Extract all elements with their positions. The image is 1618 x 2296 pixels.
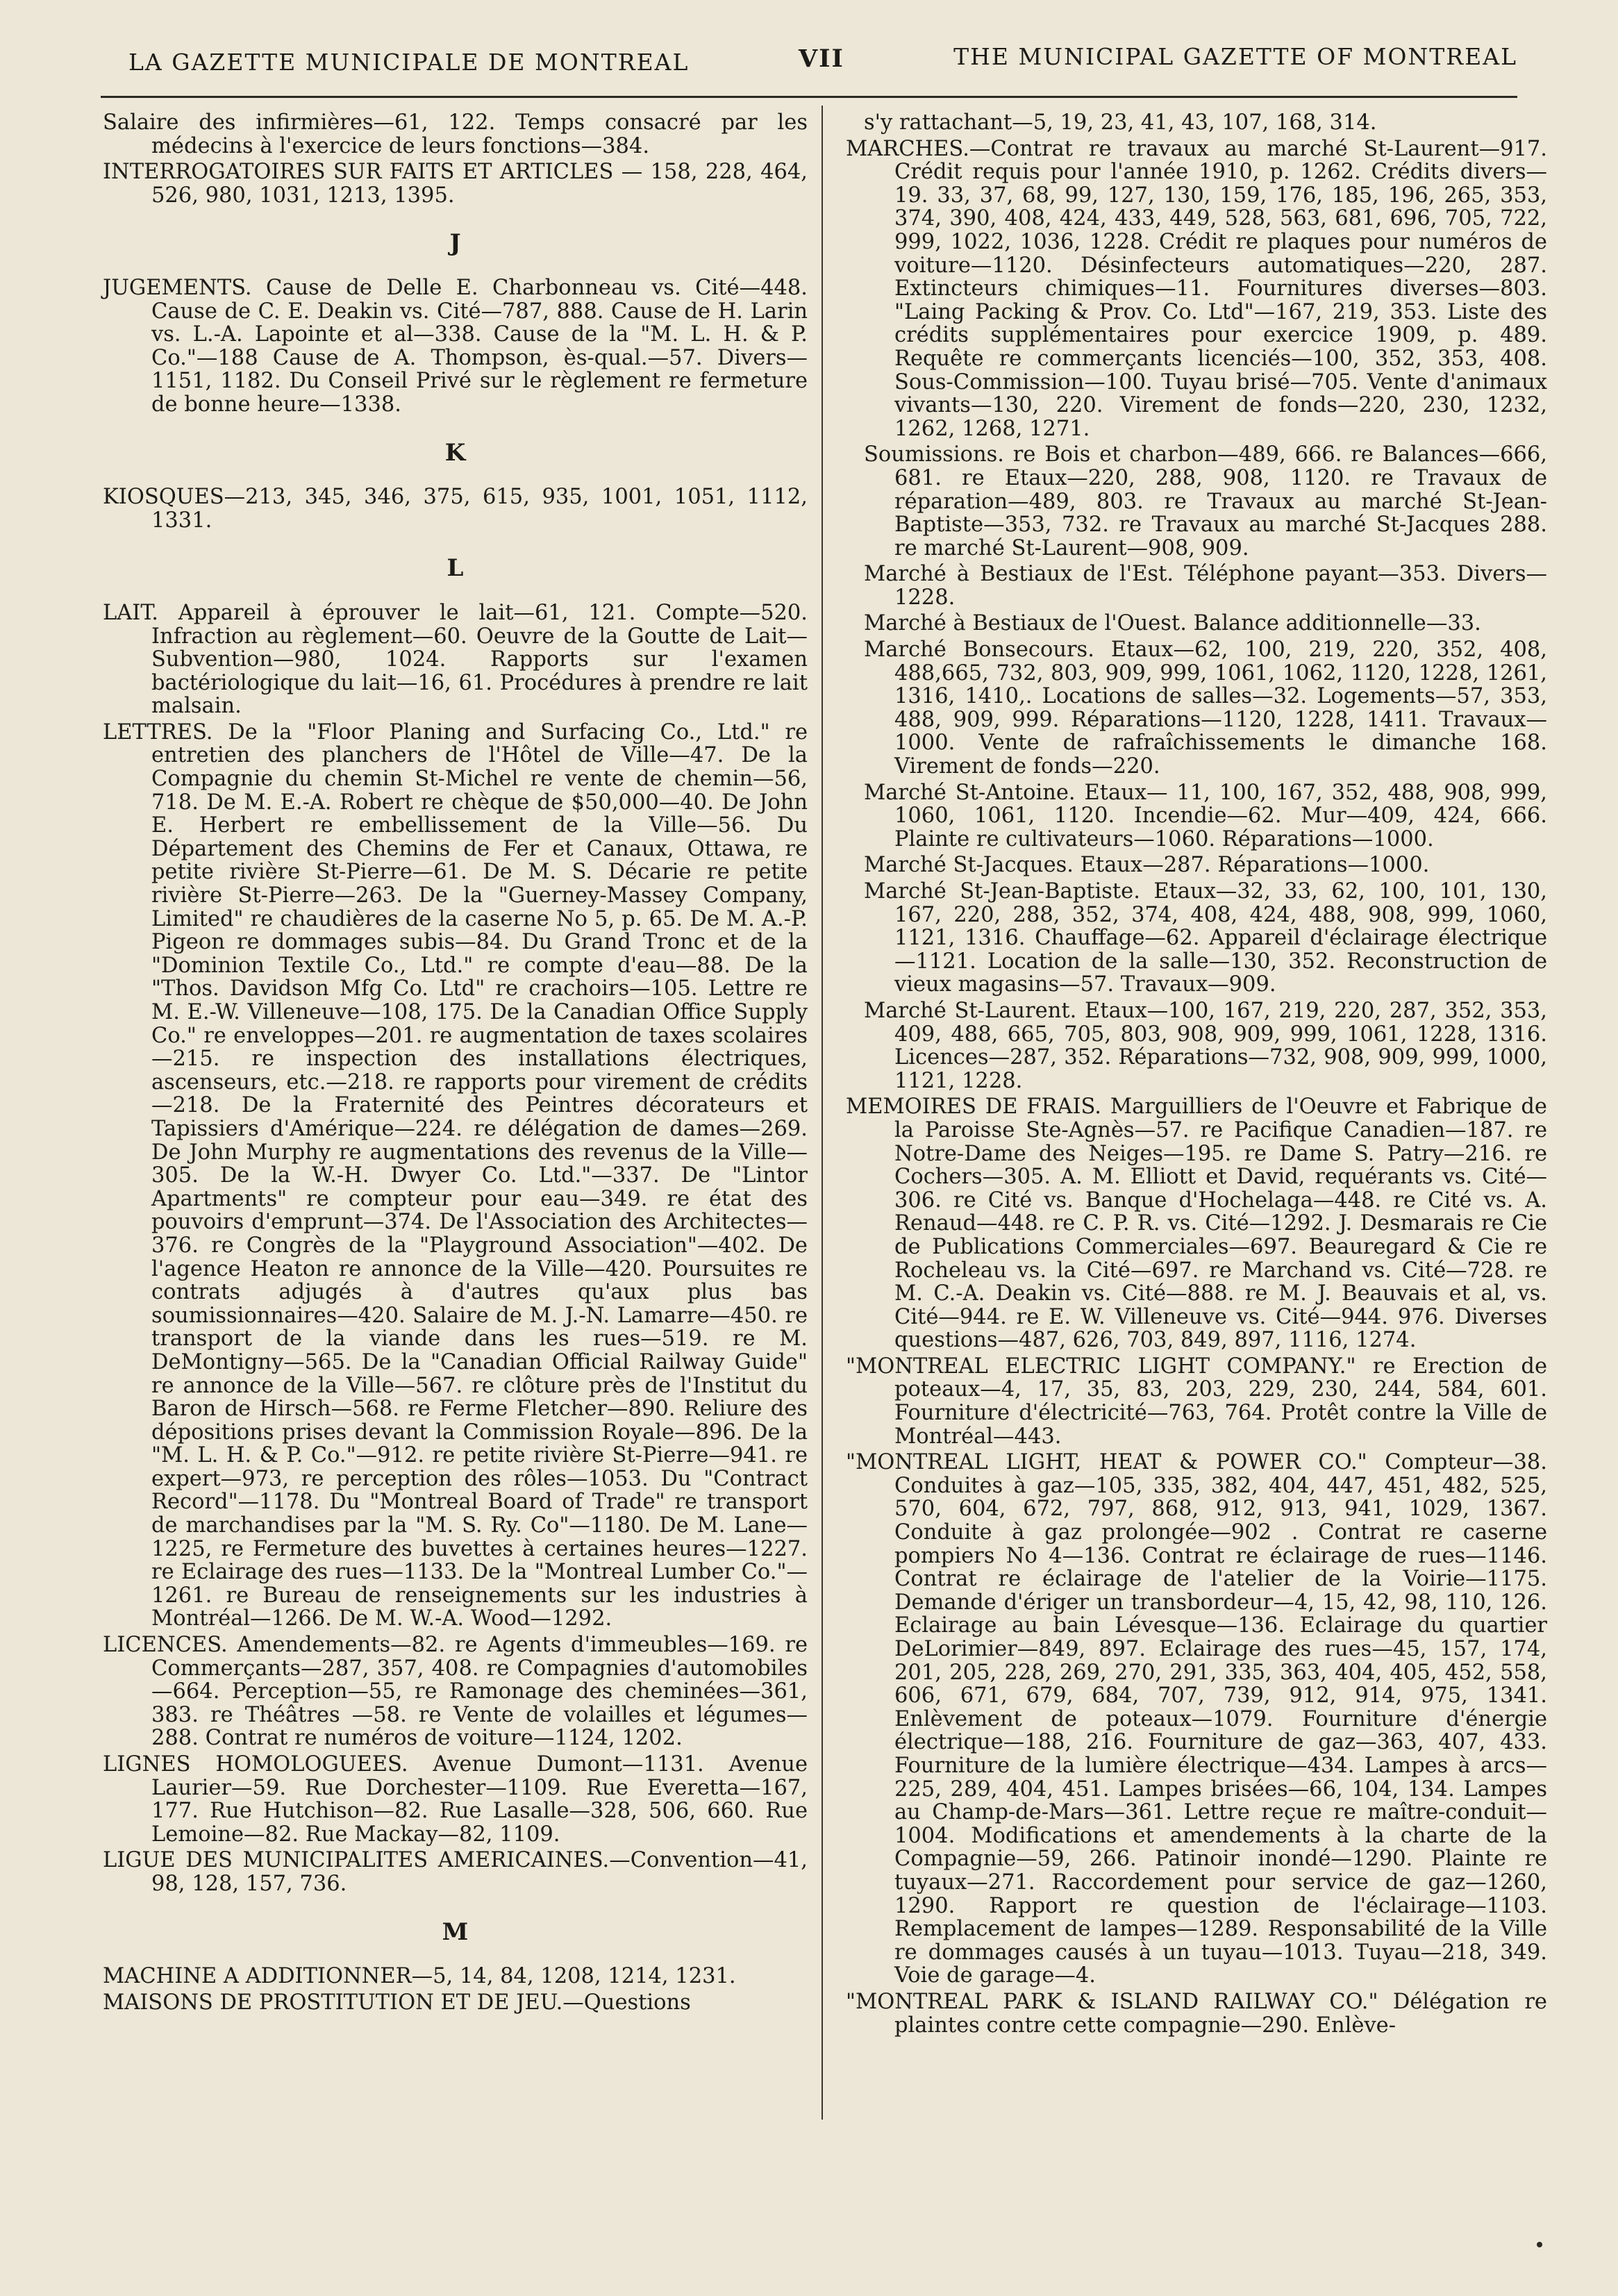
- index-entry: MEMOIRES DE FRAIS. Marguilliers de l'Oeuvre et Fabrique de la Paroisse Ste-Agnès—57. re Pacifique Canadien—187. re Notre-Dame des Neiges—195. re Dame S. Patry—216. re Cochers—305. A. M. Elliott et David, requérants vs. Cité—306. re Cité vs. Banque d'Hochelaga—448. re Cité vs. A. Renaud—448. re C. P. R. vs. Cité—1292. J. Desmarais re Cie de Publications Commerciales—697. Beauregard & Cie re Rocheleau vs. la Cité—697. re Marchand vs. Cité—728. re M. C.-A. Deakin vs. Cité—888. re M. J. Beauvais et al, vs. Cité—944. re E. W. Villeneuve vs. Cité—944. 976. Diverses questions—487, 626, 703, 849, 897, 1116, 1274.: [846, 1095, 1547, 1353]
- right-column: [846, 111, 1547, 2040]
- section-letter: J: [449, 229, 461, 258]
- index-entry: KIOSQUES—213, 345, 346, 375, 615, 935, 1001, 1051, 1112, 1331.: [103, 485, 808, 533]
- page-dot-mark: [1537, 2242, 1542, 2247]
- section-letter: L: [447, 554, 464, 583]
- index-entry: INTERROGATOIRES SUR FAITS ET ARTICLES — 158, 228, 464, 526, 980, 1031, 1213, 1395.: [103, 160, 808, 208]
- index-entry: LETTRES. De la "Floor Planing and Surfacing Co., Ltd." re entretien des planchers de l'Hôtel de Ville—47. De la Compagnie du chemin St-Michel re vente de chemin—56, 718. De M. E.-A. Robert re chèque de $50,000—40. De John E. Herbert re embellissement de la Ville—56. Du Département des Chemins de Fer et Canaux, Ottawa, re petite rivière St-Pierre—61. De M. S. Décarie re petite rivière St-Pierre—263. De la "Guerney-Massey Company, Limited" re chaudières de la caserne No 5, p. 65. De M. A.-P. Pigeon re dommages subis—84. Du Grand Tronc et de la "Dominion Textile Co., Ltd." re compte d'eau—88. De la "Thos. Davidson Mfg Co. Ltd" re crachoirs—105. Lettre re M. E.-W. Villeneuve—108, 175. De la Canadian Office Supply Co." re enveloppes—201. re augmentation de taxes scolaires—215. re inspection des installations électriques, ascenseurs, etc.—218. re rapports pour virement de crédits—218. De la Fraternité des Peintres décorateurs et Tapissiers d'Amérique—224. re délégation de dames—269. De John Murphy re augmentations des revenus de la Ville—305. De la W.-H. Dwyer Co. Ltd."—337. De "Lintor Apartments" re compteur pour eau—349. re état des pouvoirs d'emprunt—374. De l'Association des Architectes—376. re Congrès de la "Playground Association"—402. De l'agence Heaton re annonce de la Ville—420. Poursuites re contrats adjugés à d'autres qu'aux plus bas soumissionnaires—420. Salaire de M. J.-N. Lamarre—450. re transport de la viande dans les rues—519. re M. DeMontigny—565. De la "Canadian Official Railway Guide" re annonce de la Ville—567. re clôture près de l'Institut du Baron de Hirsch—568. re Ferme Fletcher—890. Reliure des dépositions prises devant la Commission Royale—896. De la "M. L. H. & P. Co."—912. re petite rivière St-Pierre—941. re expert—973, re perception des rôles—1053. Du "Contract Record"—1178. Du "Montreal Board of Trade" re transport de marchandises par la "M. S. Ry. Co"—1180. De M. Lane—1225, re Fermeture des buvettes à certaines heures—1227. re Eclairage des rues—1133. De la "Montreal Lumber Co."—1261. re Bureau de renseignements sur les industries à Montréal—1266. De M. W.-A. Wood—1292.: [103, 719, 808, 1631]
- index-entry: "MONTREAL LIGHT, HEAT & POWER CO." Compteur—38. Conduites à gaz—105, 335, 382, 404, 447, 451, 482, 525, 570, 604, 672, 797, 868, 912, 913, 941, 1029, 1367. Conduite à gaz prolongée—902 . Contrat re caserne pompiers No 4—136. Contrat re éclairage de rues—1146. Contrat re éclairage de l'atelier de la Voirie—1175. Demande d'ériger un transbordeur—4, 15, 42, 98, 110, 126. Eclairage au bain Lévesque—136. Eclairage du quartier DeLorimier—849, 897. Eclairage des rues—45, 157, 174, 201, 205, 228, 269, 270, 291, 335, 363, 404, 405, 452, 558, 606, 671, 679, 684, 707, 739, 912, 914, 975, 1341. Enlèvement de poteaux—1079. Fourniture d'énergie électrique—188, 216. Fourniture de gaz—363, 407, 433. Fourniture de la lumière électrique—434. Lampes à arcs—225, 289, 404, 451. Lampes brisées—66, 104, 134. Lampes au Champ-de-Mars—361. Lettre reçue re maître-conduit—1004. Modifications et amendements à la charte de la Compagnie—59, 266. Patinoir inondé—1290. Plainte re tuyaux—271. Raccordement pour service de gaz—1260, 1290. Rapport re question de l'éclairage—1103. Remplacement de lampes—1289. Responsabilité de la Ville re dommages causés à un tuyau—1013. Tuyau—218, 349. Voie de garage—4.: [846, 1450, 1547, 1988]
- index-entry: Marché St-Laurent. Etaux—100, 167, 219, 220, 287, 352, 353, 409, 488, 665, 705, 803, 908, 909, 999, 1061, 1228, 1316. Licences—287, 352. Réparations—732, 908, 909, 999, 1000, 1121, 1228.: [864, 998, 1547, 1093]
- index-entry: Marché Bonsecours. Etaux—62, 100, 219, 220, 352, 408, 488,665, 732, 803, 909, 999, 1061, 1062, 1120, 1228, 1261, 1316, 1410,. Locations de salles—32. Logements—57, 353, 488, 909, 999. Réparations—1120, 1228, 1411. Travaux—1000. Vente de rafraîchissements le dimanche 168. Virement de fonds—220.: [864, 638, 1547, 779]
- index-entry: LIGNES HOMOLOGUEES. Avenue Dumont—1131. Avenue Laurier—59. Rue Dorchester—1109. Rue Everetta—167, 177. Rue Hutchison—82. Rue Lasalle—328, 506, 660. Rue Lemoine—82. Rue Mackay—82, 1109.: [103, 1752, 808, 1847]
- index-entry: s'y rattachant—5, 19, 23, 41, 43, 107, 168, 314.: [864, 110, 1377, 135]
- page-header: [128, 43, 1517, 83]
- index-entry: LIGUE DES MUNICIPALITES AMERICAINES.—Convention—41, 98, 128, 157, 736.: [103, 1848, 808, 1896]
- index-entry: MACHINE A ADDITIONNER—5, 14, 84, 1208, 1214, 1231.: [103, 1964, 736, 1989]
- index-entry: Soumissions. re Bois et charbon—489, 666. re Balances—666, 681. re Etaux—220, 288, 908, 1120. re Travaux de réparation—489, 803. re Travaux au marché St-Jean-Baptiste—353, 732. re Travaux au marché St-Jacques 288. re marché St-Laurent—908, 909.: [864, 442, 1547, 560]
- index-entry: "MONTREAL ELECTRIC LIGHT COMPANY." re Erection de poteaux—4, 17, 35, 83, 203, 229, 230, 244, 584, 601. Fourniture d'électricité—763, 764. Protêt contre la Ville de Montréal—443.: [846, 1354, 1547, 1449]
- section-letter: M: [442, 1918, 469, 1946]
- index-entry: Marché St-Jean-Baptiste. Etaux—32, 33, 62, 100, 101, 130, 167, 220, 288, 352, 374, 408, 424, 488, 908, 999, 1060, 1121, 1316. Chauffage—62. Appareil d'éclairage électrique—1121. Location de la salle—130, 352. Reconstruction de vieux magasins—57. Travaux—909.: [864, 879, 1547, 997]
- index-entry: MAISONS DE PROSTITUTION ET DE JEU.—Questions: [103, 1990, 691, 2015]
- index-entry: Marché à Bestiaux de l'Est. Téléphone payant—353. Divers—1228.: [864, 562, 1547, 610]
- index-entry: MARCHES.—Contrat re travaux au marché St-Laurent—917. Crédit requis pour l'année 1910, p. 1262. Crédits divers—19. 33, 37, 68, 99, 127, 130, 159, 176, 185, 196, 265, 353, 374, 390, 408, 424, 433, 449, 528, 563, 681, 696, 705, 722, 999, 1022, 1036, 1228. Crédit re plaques pour numéros de voiture—1120. Désinfecteurs automatiques—220, 287. Extincteurs chimiques—11. Fournitures diverses—803. "Laing Packing & Prov. Co. Ltd"—167, 219, 353. Liste des crédits supplémentaires pour exercice 1909, p. 489. Requête re commerçants licenciés—100, 352, 353, 408. Sous-Commission—100. Tuyau brisé—705. Vente d'animaux vivants—130, 220. Virement de fonds—220, 230, 1232, 1262, 1268, 1271.: [846, 136, 1547, 441]
- header-right-title: THE MUNICIPAL GAZETTE OF MONTREAL: [953, 43, 1517, 70]
- section-letter: K: [444, 438, 466, 467]
- index-entry: Marché à Bestiaux de l'Ouest. Balance additionnelle—33.: [864, 611, 1481, 636]
- header-rule: [101, 96, 1517, 98]
- page-number: VII: [799, 44, 844, 73]
- column-divider: [821, 106, 823, 2120]
- left-column: [103, 111, 808, 2017]
- index-entry: Marché St-Antoine. Etaux— 11, 100, 167, 352, 488, 908, 999, 1060, 1061, 1120. Incendie—62. Mur—409, 424, 666. Plainte re cultivateurs—1060. Réparations—1000.: [864, 780, 1547, 851]
- index-entry: LICENCES. Amendements—82. re Agents d'immeubles—169. re Commerçants—287, 357, 408. re Compagnies d'automobiles —664. Perception—55, re Ramonage des cheminées—361, 383. re Théâtres —58. re Vente de volailles et légumes—288. Contrat re numéros de voiture—1124, 1202.: [103, 1633, 808, 1751]
- index-entry: LAIT. Appareil à éprouver le lait—61, 121. Compte—520. Infraction au règlement—60. Oeuvre de la Goutte de Lait—Subvention—980, 1024. Rapports sur l'examen bactériologique du lait—16, 61. Procédures à prendre re lait malsain.: [103, 600, 808, 719]
- index-entry: "MONTREAL PARK & ISLAND RAILWAY CO." Délégation re plaintes contre cette compagnie—290. Enlève-: [846, 1989, 1547, 2038]
- index-entry: JUGEMENTS. Cause de Delle E. Charbonneau vs. Cité—448. Cause de C. E. Deakin vs. Cité—787, 888. Cause de H. Larin vs. L.-A. Lapointe et al—338. Cause de la "M. L. H. & P. Co."—188 Cause de A. Thompson, ès-qual.—57. Divers—1151, 1182. Du Conseil Privé sur le règlement re fermeture de bonne heure—1338.: [103, 275, 808, 417]
- index-entry: Marché St-Jacques. Etaux—287. Réparations—1000.: [864, 853, 1430, 878]
- header-left-title: LA GAZETTE MUNICIPALE DE MONTREAL: [128, 49, 690, 76]
- index-entry: Salaire des infirmières—61, 122. Temps consacré par les médecins à l'exercice de leurs fonctions—384.: [103, 110, 808, 158]
